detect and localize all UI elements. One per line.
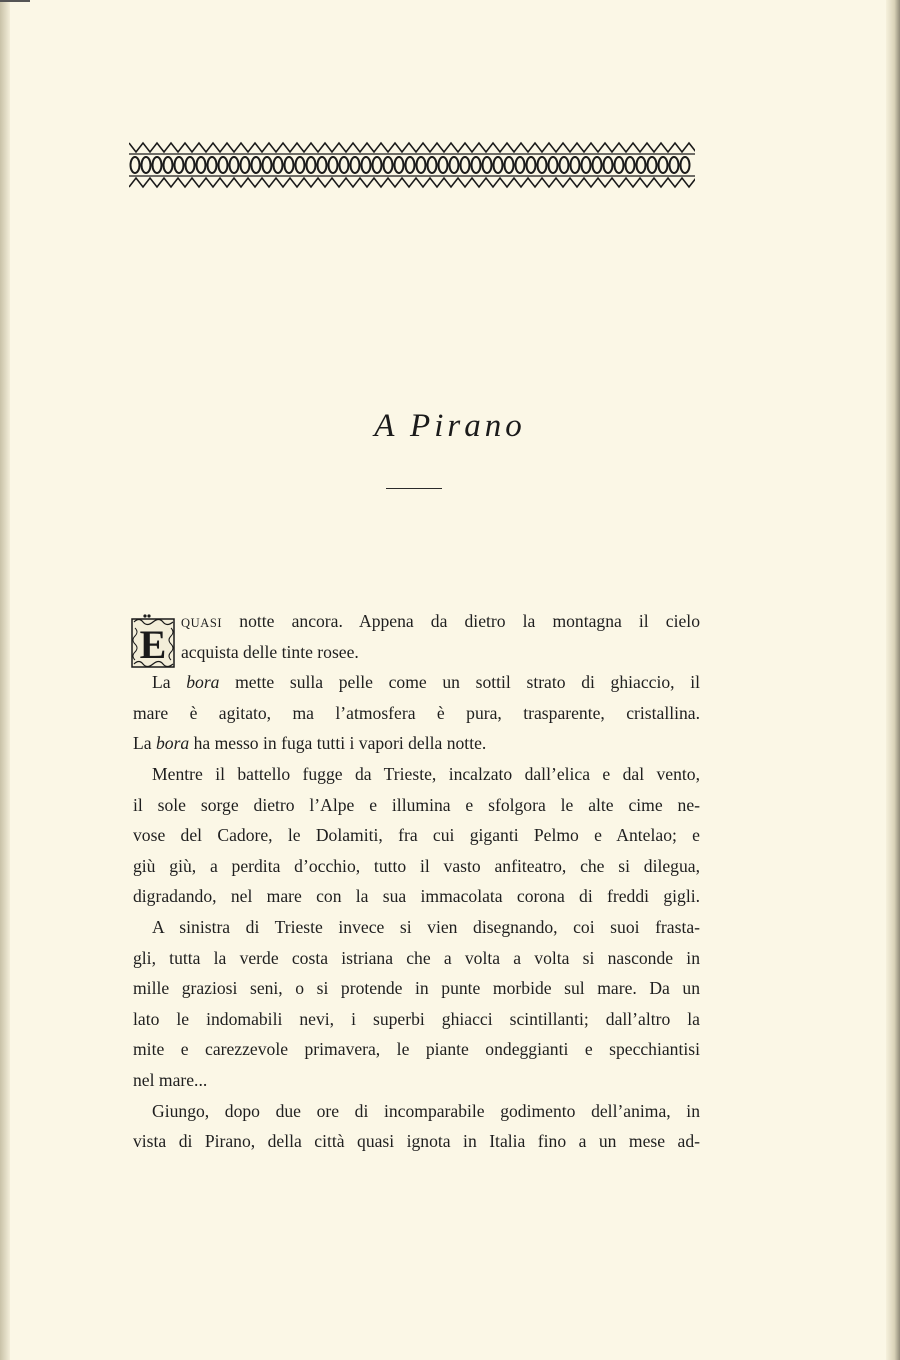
- text-line: lato le indomabili nevi, i superbi ghiacci scintillanti; dall’altro la: [133, 1008, 700, 1029]
- italic-word: bora: [186, 672, 220, 693]
- small-caps-word: QUASI: [181, 616, 223, 630]
- text-line: QUASI notte ancora. Appena da dietro la montagna il cielo: [181, 611, 700, 631]
- text-line: Mentre il battello fugge da Trieste, incalzato dall’elica e dal vento,: [152, 763, 700, 784]
- page-edge: [886, 0, 900, 1360]
- text-line: A sinistra di Trieste invece si vien disegnando, coi suoi frasta-: [152, 916, 700, 937]
- text-line: digradando, nel mare con la sua immacolata corona di freddi gigli.: [133, 886, 700, 907]
- body-text: [133, 606, 700, 1157]
- text-line: La bora mette sulla pelle come un sottil strato di ghiaccio, il: [152, 672, 700, 693]
- italic-word: bora: [155, 733, 190, 754]
- text-line: nel mare...: [133, 1069, 208, 1090]
- drop-cap-letter: E: [139, 622, 167, 667]
- text-line: acquista delle tinte rosee.: [181, 641, 359, 662]
- text-line: mare è agitato, ma l’atmosfera è pura, trasparente, cristallina.: [133, 702, 700, 723]
- text-line: giù giù, a perdita d’occhio, tutto il vasto anfiteatro, che si dilegua,: [133, 855, 700, 876]
- text-line: vose del Cadore, le Dolamiti, fra cui giganti Pelmo e Antelao; e: [133, 825, 700, 846]
- text-line: Giungo, dopo due ore di incomparabile godimento dell’anima, in: [152, 1100, 700, 1121]
- text-line: il sole sorge dietro l’Alpe e illumina e sfolgora le alte cime ne-: [133, 794, 700, 815]
- ornamental-chain-border-icon: [129, 140, 695, 190]
- text-line: mille graziosi seni, o si protende in punte morbide sul mare. Da un: [133, 978, 700, 999]
- title-underline-rule: [386, 488, 442, 489]
- text-line: vista di Pirano, della città quasi ignota in Italia fino a un mese ad-: [133, 1131, 700, 1152]
- chapter-title: A Pirano: [374, 408, 526, 444]
- page-corner-mark: [0, 0, 30, 2]
- text-line: gli, tutta la verde costa istriana che a volta a volta si nasconde in: [133, 947, 700, 968]
- text-line: mite e carezzevole primavera, le piante ondeggianti e specchiantisi: [133, 1039, 700, 1060]
- text-line: La bora ha messo in fuga tutti i vapori della notte.: [133, 733, 487, 754]
- page-gutter-shadow: [0, 0, 10, 1360]
